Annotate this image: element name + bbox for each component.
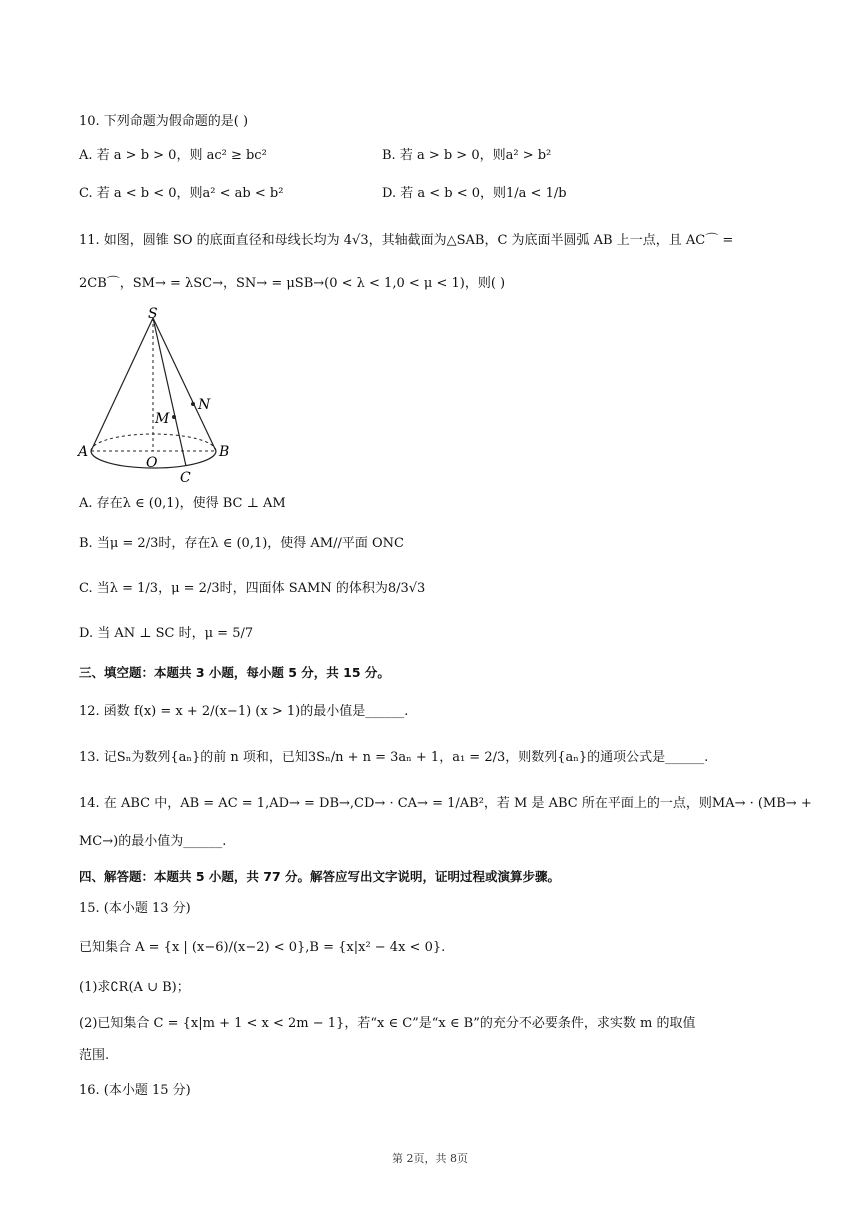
q10-option-b: B. 若 a > b > 0，则a² > b² — [382, 148, 552, 163]
edge-sc — [153, 318, 186, 466]
q14-line1: 14. 在 ABC 中，AB = AC = 1,AD→ = DB→,CD→ · CA→ = 1/AB²，若 M 是 ABC 所在平面上的一点，则MA→ · (MB→ + — [79, 796, 812, 811]
edge-sb — [153, 318, 216, 451]
q10-option-d: D. 若 a < b < 0，则1/a < 1/b — [382, 186, 567, 201]
label-a: A — [78, 444, 89, 460]
q15-part2-line1: (2)已知集合 C = {x|m + 1 < x < 2m − 1}，若“x ∈ C”是“x ∈ B”的充分不必要条件，求实数 m 的取值 — [79, 1016, 696, 1031]
base-back-arc — [91, 434, 216, 451]
q10-stem: 10. 下列命题为假命题的是( ) — [79, 114, 249, 129]
q11-option-c: C. 当λ = 1/3，μ = 2/3时，四面体 SAMN 的体积为8/3√3 — [79, 581, 426, 596]
q10-option-a: A. 若 a > b > 0，则 ac² ≥ bc² — [79, 148, 267, 163]
label-o: O — [146, 455, 158, 471]
q15-part2-line2: 范围. — [79, 1048, 110, 1063]
label-s: S — [148, 306, 158, 322]
q11-option-d: D. 当 AN ⊥ SC 时，μ = 5/7 — [79, 626, 254, 641]
q13: 13. 记Sₙ为数列{aₙ}的前 n 项和，已知3Sₙ/n + n = 3aₙ + 1，a₁ = 2/3，则数列{aₙ}的通项公式是______. — [79, 750, 709, 765]
point-n — [191, 402, 195, 406]
label-b: B — [219, 444, 230, 460]
q15-header: 15. (本小题 13 分) — [79, 901, 191, 916]
q11-option-b: B. 当μ = 2/3时，存在λ ∈ (0,1)，使得 AM//平面 ONC — [79, 536, 404, 551]
edge-sa — [91, 318, 153, 451]
label-m: M — [155, 411, 170, 427]
q11-stem-line2: 2CB⌒，SM→ = λSC→，SN→ = μSB→(0 < λ < 1,0 < μ < 1)，则( ) — [79, 276, 506, 291]
point-m — [172, 415, 176, 419]
cone-figure — [76, 306, 236, 486]
section3-heading: 三、填空题：本题共 3 小题，每小题 5 分，共 15 分。 — [79, 665, 390, 680]
q15-part1: (1)求∁R(A ∪ B)； — [79, 980, 190, 995]
q14-line2: MC→)的最小值为______. — [79, 834, 227, 849]
q10-option-c: C. 若 a < b < 0，则a² < ab < b² — [79, 186, 284, 201]
q11-option-a: A. 存在λ ∈ (0,1)，使得 BC ⊥ AM — [79, 496, 286, 511]
label-n: N — [198, 397, 211, 413]
q12: 12. 函数 f(x) = x + 2/(x−1) (x > 1)的最小值是______. — [79, 704, 409, 719]
page-footer: 第 2页，共 8页 — [392, 1152, 468, 1165]
q15-given: 已知集合 A = {x | (x−6)/(x−2) < 0},B = {x|x² − 4x < 0}. — [79, 940, 446, 955]
section4-heading: 四、解答题：本题共 5 小题，共 77 分。解答应写出文字说明，证明过程或演算步骤。 — [79, 869, 561, 884]
q16-header: 16. (本小题 15 分) — [79, 1083, 191, 1098]
q11-stem-line1: 11. 如图，圆锥 SO 的底面直径和母线长均为 4√3，其轴截面为△SAB，C 为底面半圆弧 AB 上一点，且 AC⌒ = — [79, 233, 734, 248]
label-c: C — [180, 470, 191, 486]
